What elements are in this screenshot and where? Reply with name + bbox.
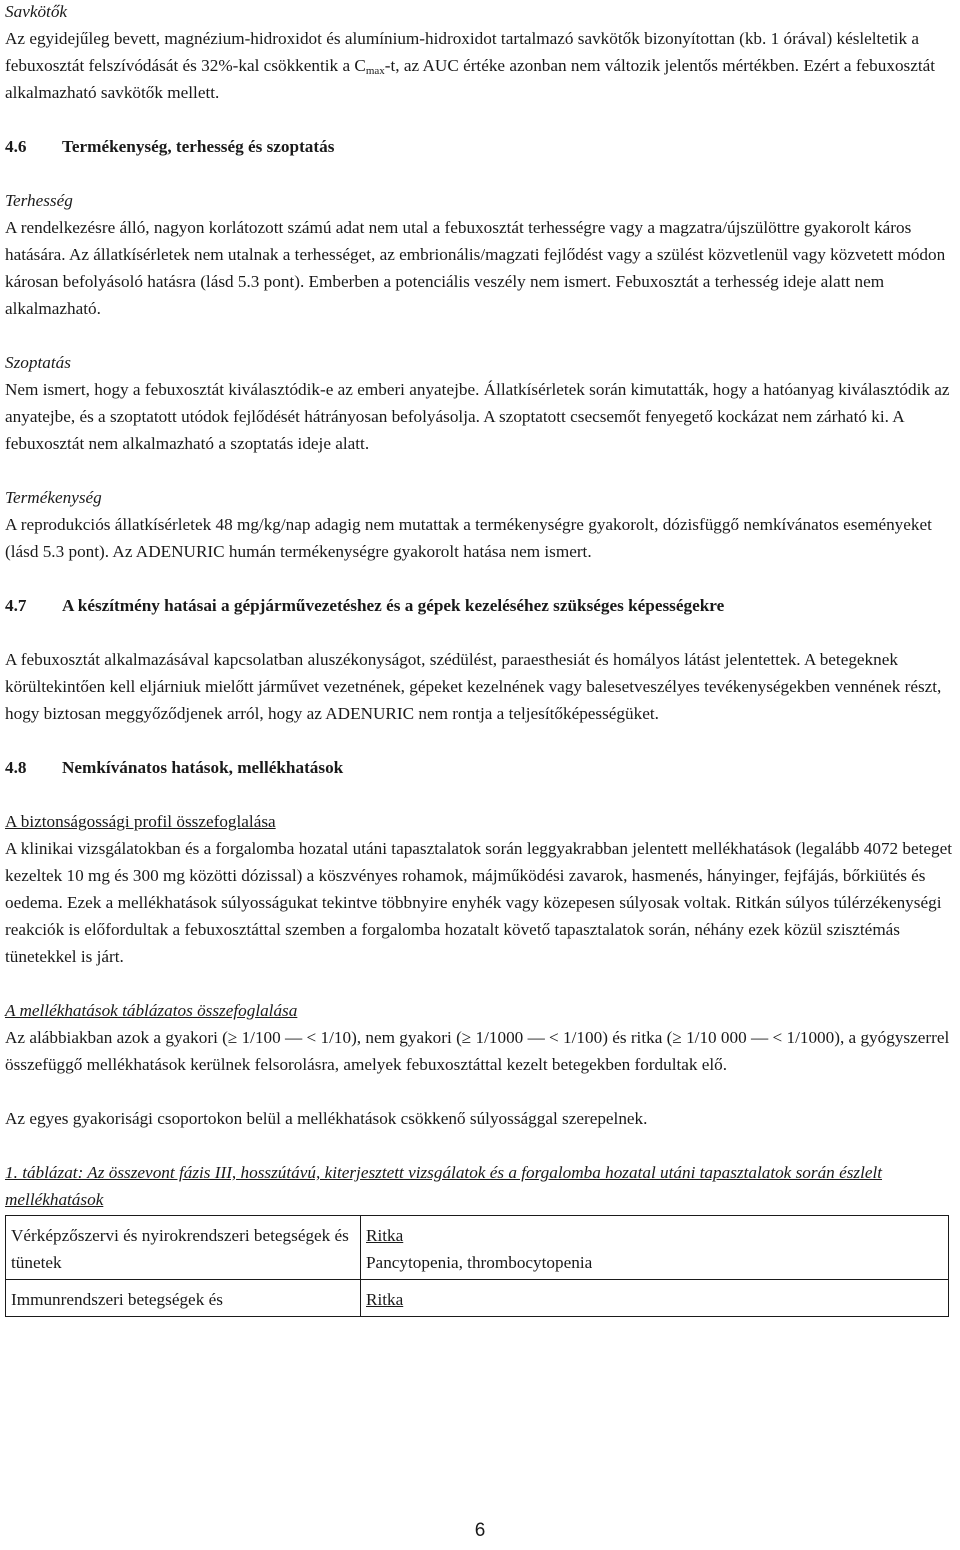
section-4-7-heading (5, 592, 955, 619)
antacids-text-before: Az egyidejűleg bevett, magnézium-hidroxidot és alumínium-hidroxidot tartalmazó savkötők bizonyítottan (kb. 1 órával) késleltetik a febuxosztát felszívódását és 32%-kal csökkentik a C (5, 29, 920, 75)
frequency-reactions-cell (361, 1280, 949, 1317)
antacids-heading: Savkötők (5, 2, 68, 21)
section-4-7-title: A készítmény hatásai a gépjárművezetéshez és a gépek kezeléséhez szükséges képességekre (62, 596, 725, 615)
breastfeeding-heading: Szoptatás (5, 353, 71, 372)
organ-class-cell: Vérképzőszervi és nyirokrendszeri betegségek és tünetek (6, 1216, 361, 1280)
table-caption: 1. táblázat: Az összevont fázis III, hosszútávú, kiterjesztett vizsgálatok és a forgalomba hozatal utáni tapasztalatok során észlelt mellékhatások (5, 1163, 883, 1209)
breastfeeding-text: Nem ismert, hogy a febuxosztát kiválasztódik-e az emberi anyatejbe. Állatkísérletek során kimutatták, hogy a hatóanyag kiválasztódik az anyatejbe, és a szoptatott utódok fejlődését hátrányosan befolyásolja. A szoptatott csecsemőt fenyegető kockázat nem zárható ki. A febuxosztát nem alkalmazható a szoptatás ideje alatt. (5, 380, 950, 453)
pregnancy-text: A rendelkezésre álló, nagyon korlátozott számú adat nem utal a febuxosztát terhességre vagy a magzatra/újszülöttre gyakorolt káros hatására. Az állatkísérletek nem utalnak a terhességet, az embrionális/magzati fejlődést vagy a szülést közvetlenül vagy közvetett módon károsan befolyásoló hatásra (lásd 5.3 pont). Emberben a potenciális veszély nem ismert. Febuxosztát a terhesség ideje alatt nem alkalmazható. (5, 218, 946, 318)
tabulated-summary-text: Az alábbiakban azok a gyakori (≥ 1/100 — < 1/10), nem gyakori (≥ 1/1000 — < 1/100) és ritka (≥ 1/10 000 — < 1/1000), a gyógyszerrel összefüggő mellékhatások kerülnek felsorolásra, amelyek febuxosztáttal kezelt betegekben fordultak elő. (5, 1028, 950, 1074)
adverse-reactions-table (5, 1215, 949, 1317)
fertility-text: A reprodukciós állatkísérletek 48 mg/kg/nap adagig nem mutattak a termékenységre gyakorolt, dózisfüggő nemkívánatos eseményeket (lásd 5.3 pont). Az ADENURIC humán termékenységre gyakorolt hatása nem ismert. (5, 515, 932, 561)
section-4-8-heading (5, 754, 955, 781)
pregnancy-heading: Terhesség (5, 191, 73, 210)
section-4-8-title: Nemkívánatos hatások, mellékhatások (62, 758, 344, 777)
antacids-paragraph (5, 25, 955, 106)
section-4-6-number: 4.6 (5, 137, 27, 156)
document-page (5, 0, 955, 1317)
frequency-ordering-note: Az egyes gyakorisági csoportokon belül a mellékhatások csökkenő súlyossággal szerepelnek. (5, 1109, 648, 1128)
organ-class-cell: Immunrendszeri betegségek és (6, 1280, 361, 1317)
table-row (6, 1216, 949, 1280)
fertility-heading: Termékenység (5, 488, 102, 507)
section-4-8-number: 4.8 (5, 758, 27, 777)
page-number: 6 (474, 1520, 486, 1541)
tabulated-summary-heading: A mellékhatások táblázatos összefoglalása (5, 1001, 298, 1020)
frequency-label: Ritka (366, 1290, 404, 1309)
frequency-reactions-cell (361, 1216, 949, 1280)
safety-profile-text: A klinikai vizsgálatokban és a forgalomba hozatal utáni tapasztalatok során leggyakrabban jelentett mellékhatások (legalább 4072 beteget kezeltek 10 mg és 300 mg közötti dózissal) a köszvényes rohamok, májműködési zavarok, hasmenés, hányinger, fejfájás, bőrkiütés és oedema. Ezek a mellékhatások súlyosságukat tekintve többnyire enyhék vagy közepesen súlyosak voltak. Ritkán súlyos túlérzékenységi reakciók is előfordultak a febuxosztáttal szemben a forgalomba hozatalt követő tapasztalatok során, néhány ezek közül szisztémás tünetekkel is járt. (5, 839, 953, 966)
antacids-text-after: -t, az AUC értéke azonban nem változik jelentős mértékben. Ezért a febuxosztát alkalmazható savkötők mellett. (5, 56, 936, 102)
frequency-label: Ritka (366, 1226, 404, 1245)
section-4-7-text: A febuxosztát alkalmazásával kapcsolatban aluszékonyságot, szédülést, paraesthesiát és homályos látást jelentettek. A betegeknek körültekintően kell eljárniuk mielőtt járművet vezetnének, gépeket kezelnének vagy balesetveszélyes tevékenységekben vennének részt, hogy biztosan meggyőződjenek arról, hogy az ADENURIC nem rontja a teljesítőképességüket. (5, 650, 942, 723)
reactions-text: Pancytopenia, thrombocytopenia (366, 1253, 593, 1272)
section-4-6-title: Termékenység, terhesség és szoptatás (62, 137, 335, 156)
table-row (6, 1280, 949, 1317)
section-4-6-heading (5, 133, 955, 160)
section-4-7-number: 4.7 (5, 596, 27, 615)
safety-profile-heading: A biztonságossági profil összefoglalása (5, 812, 276, 831)
cmax-subscript: max (365, 65, 385, 77)
